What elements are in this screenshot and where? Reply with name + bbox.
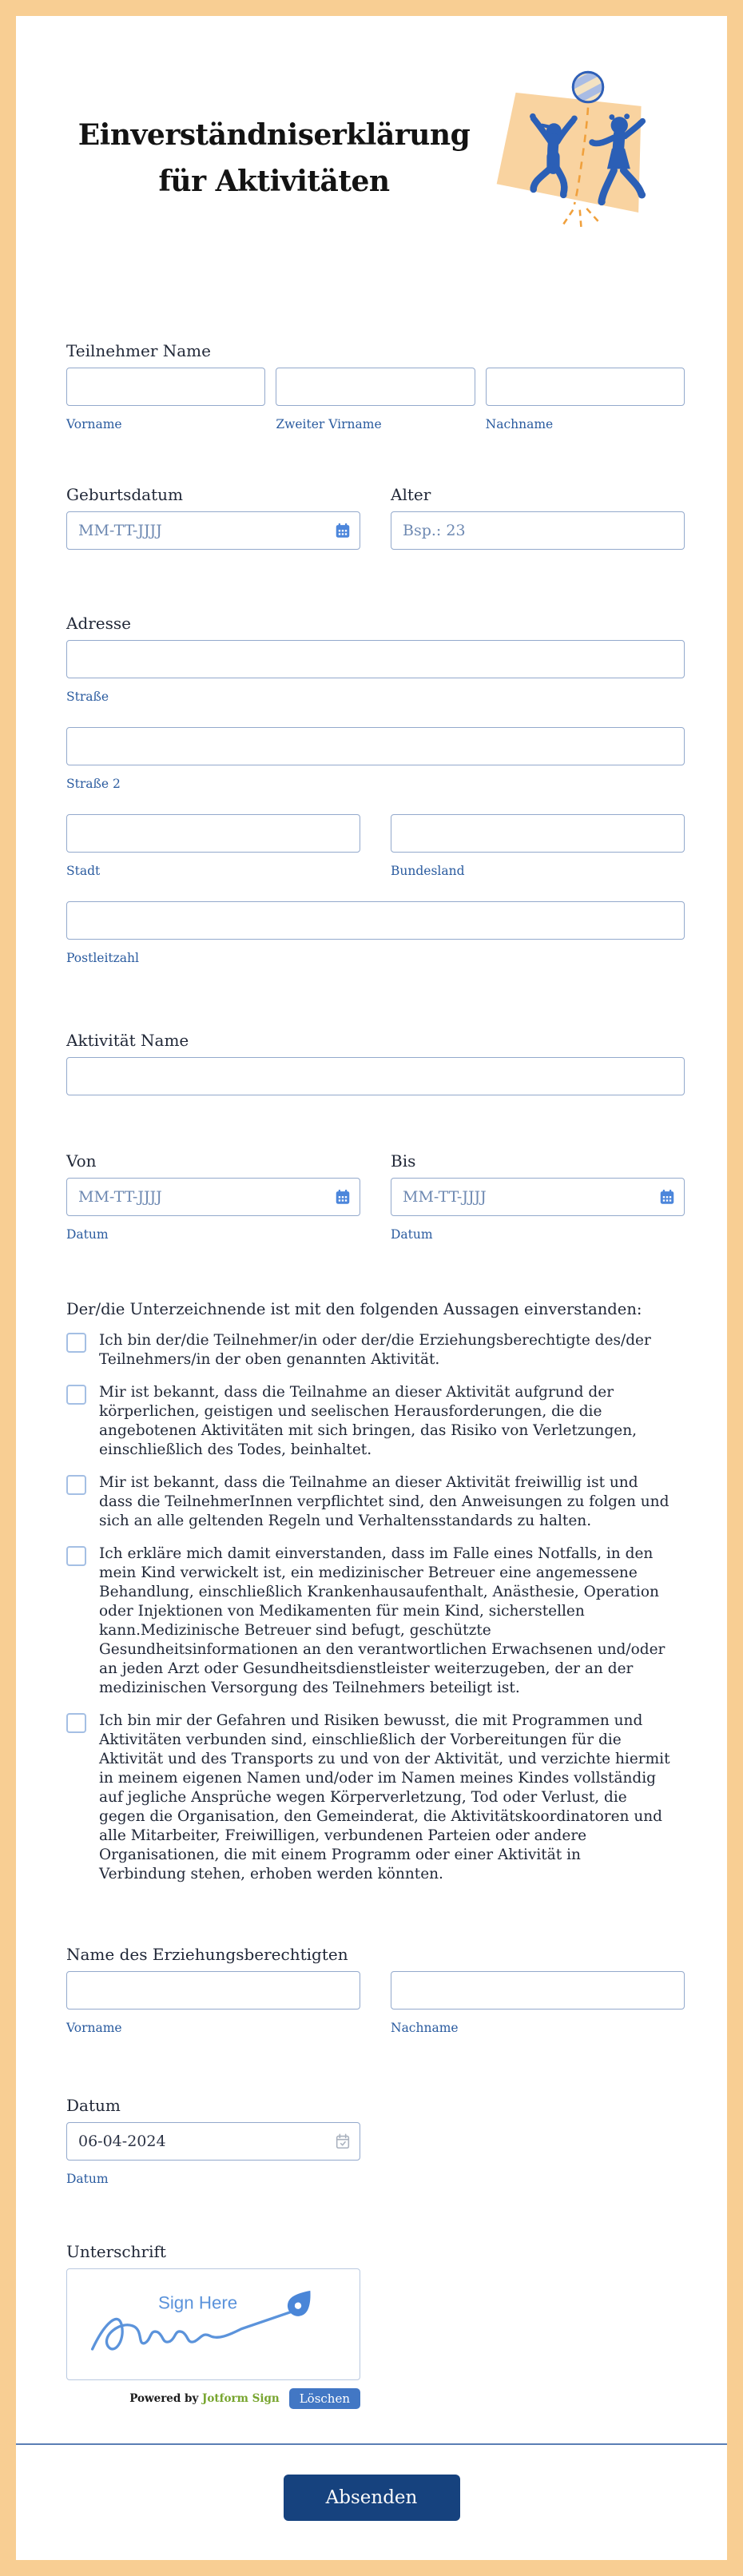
statement-checkbox-5[interactable] bbox=[66, 1713, 86, 1733]
powered-by-text: Powered by Jotform Sign bbox=[129, 2392, 280, 2405]
date-label: Datum bbox=[66, 2096, 121, 2115]
from-date-sublabel: Datum bbox=[66, 1227, 109, 1242]
city-input[interactable] bbox=[66, 814, 360, 853]
activity-name-label: Aktivität Name bbox=[66, 1031, 189, 1050]
to-date-input[interactable] bbox=[391, 1178, 685, 1216]
state-sublabel: Bundesland bbox=[391, 864, 465, 878]
page-title-line1: Einverständniserklärung bbox=[77, 118, 471, 152]
statement-checkbox-3[interactable] bbox=[66, 1475, 86, 1495]
statement-checkbox-2[interactable] bbox=[66, 1385, 86, 1405]
middle-name-sublabel: Zweiter Virname bbox=[276, 417, 382, 431]
to-date-sublabel: Datum bbox=[391, 1227, 433, 1242]
jotform-sign-link[interactable]: Jotform Sign bbox=[202, 2392, 280, 2405]
section-from-to bbox=[66, 1151, 685, 1242]
guardian-first-name-sublabel: Vorname bbox=[66, 2021, 122, 2035]
calendar-check-icon[interactable] bbox=[334, 2133, 352, 2150]
statement-text-5: Ich bin mir der Gefahren und Risiken bewusst, die mit Programmen und Aktivitäten verbunden sind, einschließlich der Vorbereitungen für die Aktivität und des Transports zu und von der Aktivität, und verzichte hiermit in meinem eigenen Namen und/oder im Namen meines Kindes vollständig auf jegliche Ansprüche wegen Körperverletzung, Tod oder Verlust, die gegen die Organisation, den Gemeinderat, die Aktivitätskoordinatoren und alle Mitarbeiter, Freiwilligen, verbundenen Parteien oder andere Organisationen, die mit einem Programm oder einer Aktivität in Verbindung stehen, erhoben werden könnten. bbox=[99, 1712, 670, 1882]
form-card bbox=[16, 16, 727, 2560]
page-title-line2: für Aktivitäten bbox=[158, 165, 390, 199]
statement-text-4: Ich erkläre mich damit einverstanden, dass im Falle eines Notfalls, in den mein Kind verwickelt ist, ein medizinischer Betreuer eine angemessene Behandlung, einschließlich Krankenhausaufenthalt, Anästhesie, Operation oder Injektionen von Medikamenten für mein Kind, sicherstellen kann.Medizinische Betreuer sind befugt, geschützte Gesundheitsinformationen an den verantwortlichen Erwachsenen und/oder an jeden Arzt oder Gesundheitsdienstleister weiterzugeben, der an der medizinischen Versorgung des Teilnehmers beteiligt ist. bbox=[99, 1545, 666, 1696]
date-input[interactable] bbox=[66, 2122, 360, 2161]
section-participant-name bbox=[66, 340, 685, 432]
last-name-sublabel: Nachname bbox=[485, 417, 554, 431]
signature-scribble bbox=[93, 2309, 300, 2349]
calendar-icon[interactable] bbox=[658, 1188, 676, 1206]
section-statements bbox=[66, 1299, 685, 1898]
birth-date-input[interactable] bbox=[66, 511, 360, 550]
street-sublabel: Straße bbox=[66, 690, 109, 704]
statement-item bbox=[66, 1331, 685, 1369]
address-label: Adresse bbox=[66, 614, 132, 633]
activity-name-input[interactable] bbox=[66, 1057, 685, 1095]
guardian-first-name-input[interactable] bbox=[66, 1971, 360, 2010]
city-sublabel: Stadt bbox=[66, 864, 101, 878]
first-name-sublabel: Vorname bbox=[66, 417, 122, 431]
statement-checkbox-4[interactable] bbox=[66, 1546, 86, 1566]
participant-name-label: Teilnehmer Name bbox=[66, 341, 211, 360]
statement-checkbox-1[interactable] bbox=[66, 1333, 86, 1353]
date-sublabel: Datum bbox=[66, 2172, 109, 2186]
statements-heading: Der/die Unterzeichnende ist mit den folgenden Aussagen einverstanden: bbox=[66, 1300, 642, 1318]
zip-input[interactable] bbox=[66, 901, 685, 940]
guardian-name-label: Name des Erziehungsberechtigten bbox=[66, 1945, 348, 1964]
birth-date-label: Geburtsdatum bbox=[66, 485, 183, 504]
calendar-icon[interactable] bbox=[334, 522, 352, 539]
section-birthdate-age bbox=[66, 484, 685, 550]
section-activity-name bbox=[66, 1030, 685, 1095]
statement-item bbox=[66, 1383, 685, 1460]
clear-signature-button[interactable]: Löschen bbox=[289, 2388, 360, 2409]
section-guardian-name bbox=[66, 1944, 685, 2036]
statement-text-2: Mir ist bekannt, dass die Teilnahme an dieser Aktivität aufgrund der körperlichen, geistigen und seelischen Herausforderungen, die die angebotenen Aktivitäten mit sich bringen, das Risiko von Verletzungen, einschließlich des Todes, beinhaltet. bbox=[99, 1384, 638, 1458]
section-address bbox=[66, 613, 685, 966]
guardian-last-name-sublabel: Nachname bbox=[391, 2021, 459, 2035]
kids-playing-illustration bbox=[486, 54, 690, 232]
street2-sublabel: Straße 2 bbox=[66, 777, 121, 791]
signature-label: Unterschrift bbox=[66, 2242, 166, 2261]
from-date-input[interactable] bbox=[66, 1178, 360, 1216]
statement-item bbox=[66, 1473, 685, 1531]
from-label: Von bbox=[66, 1151, 97, 1171]
first-name-input[interactable] bbox=[66, 368, 265, 406]
street2-input[interactable] bbox=[66, 727, 685, 765]
zip-sublabel: Postleitzahl bbox=[66, 951, 139, 965]
to-label: Bis bbox=[391, 1151, 416, 1171]
section-date bbox=[66, 2095, 685, 2187]
street-input[interactable] bbox=[66, 640, 685, 678]
footer-divider bbox=[16, 2443, 727, 2445]
statement-item bbox=[66, 1711, 685, 1884]
age-label: Alter bbox=[391, 485, 431, 504]
section-signature bbox=[66, 2241, 685, 2409]
statement-item bbox=[66, 1544, 685, 1698]
age-input[interactable] bbox=[391, 511, 685, 550]
signature-pad[interactable] bbox=[66, 2268, 360, 2380]
statement-text-1: Ich bin der/die Teilnehmer/in oder der/die Erziehungsberechtigte des/der Teilnehmers/in der oben genannten Aktivität. bbox=[99, 1332, 651, 1368]
submit-button[interactable]: Absenden bbox=[284, 2475, 460, 2521]
sign-here-text: Sign Here bbox=[157, 2292, 238, 2313]
page-title bbox=[62, 112, 486, 205]
state-input[interactable] bbox=[391, 814, 685, 853]
statement-text-3: Mir ist bekannt, dass die Teilnahme an dieser Aktivität freiwillig ist und dass die TeilnehmerInnen verpflichtet sind, den Anweisungen zu folgen und sich an alle geltenden Regeln und Verhaltensstandards zu halten. bbox=[99, 1474, 669, 1529]
guardian-last-name-input[interactable] bbox=[391, 1971, 685, 2010]
pen-nib-icon bbox=[284, 2284, 319, 2321]
calendar-icon[interactable] bbox=[334, 1188, 352, 1206]
last-name-input[interactable] bbox=[486, 368, 685, 406]
middle-name-input[interactable] bbox=[276, 368, 475, 406]
